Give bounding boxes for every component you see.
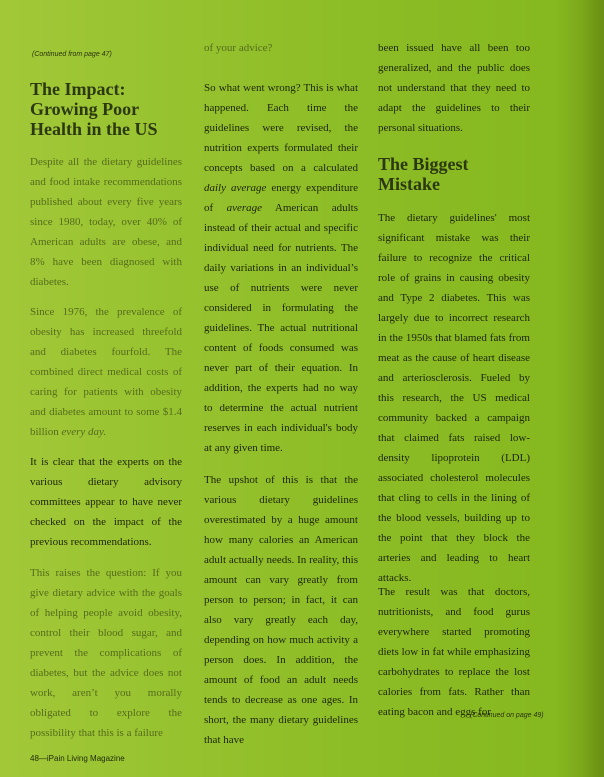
- section-heading-impact: The Impact: Growing Poor Health in the US: [30, 79, 158, 139]
- section-heading-biggest-mistake: The Biggest Mistake: [378, 154, 469, 194]
- paragraph-text: American adults instead of their actual and specific individual need for nutrients. The daily variations in an individual’s use of nutrients were never considered in formulating the guidelines. The actual nutritional content of foods consumed was never part of their equation. In addition, the experts had no way to determine the actual nutrient reserves in each individual's body at any given time.: [204, 202, 358, 454]
- page-edge-shadow: [582, 0, 604, 777]
- continued-from-note: (Continued from page 47): [32, 51, 112, 58]
- paragraph: The dietary guidelines' most significant mistake was their failure to recognize the critical role of grains in causing obesity and Type 2 diabetes. This was largely due to incorrect research in the 1950s that blamed fats from meat as the cause of heart disease and arteriosclerosis. Fueled by this research, the US medical community backed a campaign that claimed fats raised low-density lipoprotein (LDL) associated cholesterol molecules that cling to cells in the lining of the blood vessels, building up to the point that they block the arteries and leading to heart attacks.: [378, 212, 530, 584]
- emphasis-text: average: [226, 202, 263, 214]
- paragraph: The result was that doctors, nutritionists, and food gurus everywhere started promoting diets low in fat while emphasizing carbohydrates to replace the lost calories from fats. Rather than eating bacon and eggs for: [378, 586, 530, 718]
- paragraph-text: energy expenditure of: [204, 182, 358, 214]
- paragraph: It is clear that the experts on the various dietary advisory committees appear to have never checked on the impact of the previous recommendations.: [30, 456, 182, 548]
- emphasis-text: daily average: [204, 182, 267, 194]
- continued-on-note: (Continued on page 49): [470, 712, 544, 719]
- emphasis-text: every day.: [61, 426, 107, 438]
- paragraph: [30, 302, 182, 442]
- page-footer: 48—iPain Living Magazine: [30, 754, 125, 763]
- paragraph: of your advice?: [204, 42, 273, 54]
- paragraph-text: Since 1976, the prevalence of obesity has increased threefold and diabetes fourfold. The combined direct medical costs of caring for patients with obesity and diabetes amount to some $1.4 billion: [30, 306, 182, 438]
- paragraph: been issued have all been too generalized, and the public does not understand that they need to adapt the guidelines to their personal situations.: [378, 42, 530, 134]
- paragraph-text: So what went wrong? This is what happened. Each time the guidelines were revised, the nutrition experts formulated their concepts based on a calculated: [204, 82, 358, 174]
- paragraph: This raises the question: If you give dietary advice with the goals of helping people avoid obesity, control their blood sugar, and prevent the complications of diabetes, but the advice does not work, aren’t you morally obligated to explore the possibility that this is a failure: [30, 567, 182, 739]
- paragraph: Despite all the dietary guidelines and food intake recommendations published about every five years since 1980, today, over 40% of American adults are obese, and 8% have been diagnosed with diabetes.: [30, 156, 182, 288]
- paragraph: [204, 78, 358, 458]
- paragraph: The upshot of this is that the various dietary guidelines overestimated by a huge amount how many calories an American adult actually needs. In reality, this amount can vary greatly from person to person; in fact, it can also vary greatly each day, depending on how much activity a person does. In addition, the amount of food an adult needs tends to decrease as one ages. In short, the many dietary guidelines that have: [204, 474, 358, 746]
